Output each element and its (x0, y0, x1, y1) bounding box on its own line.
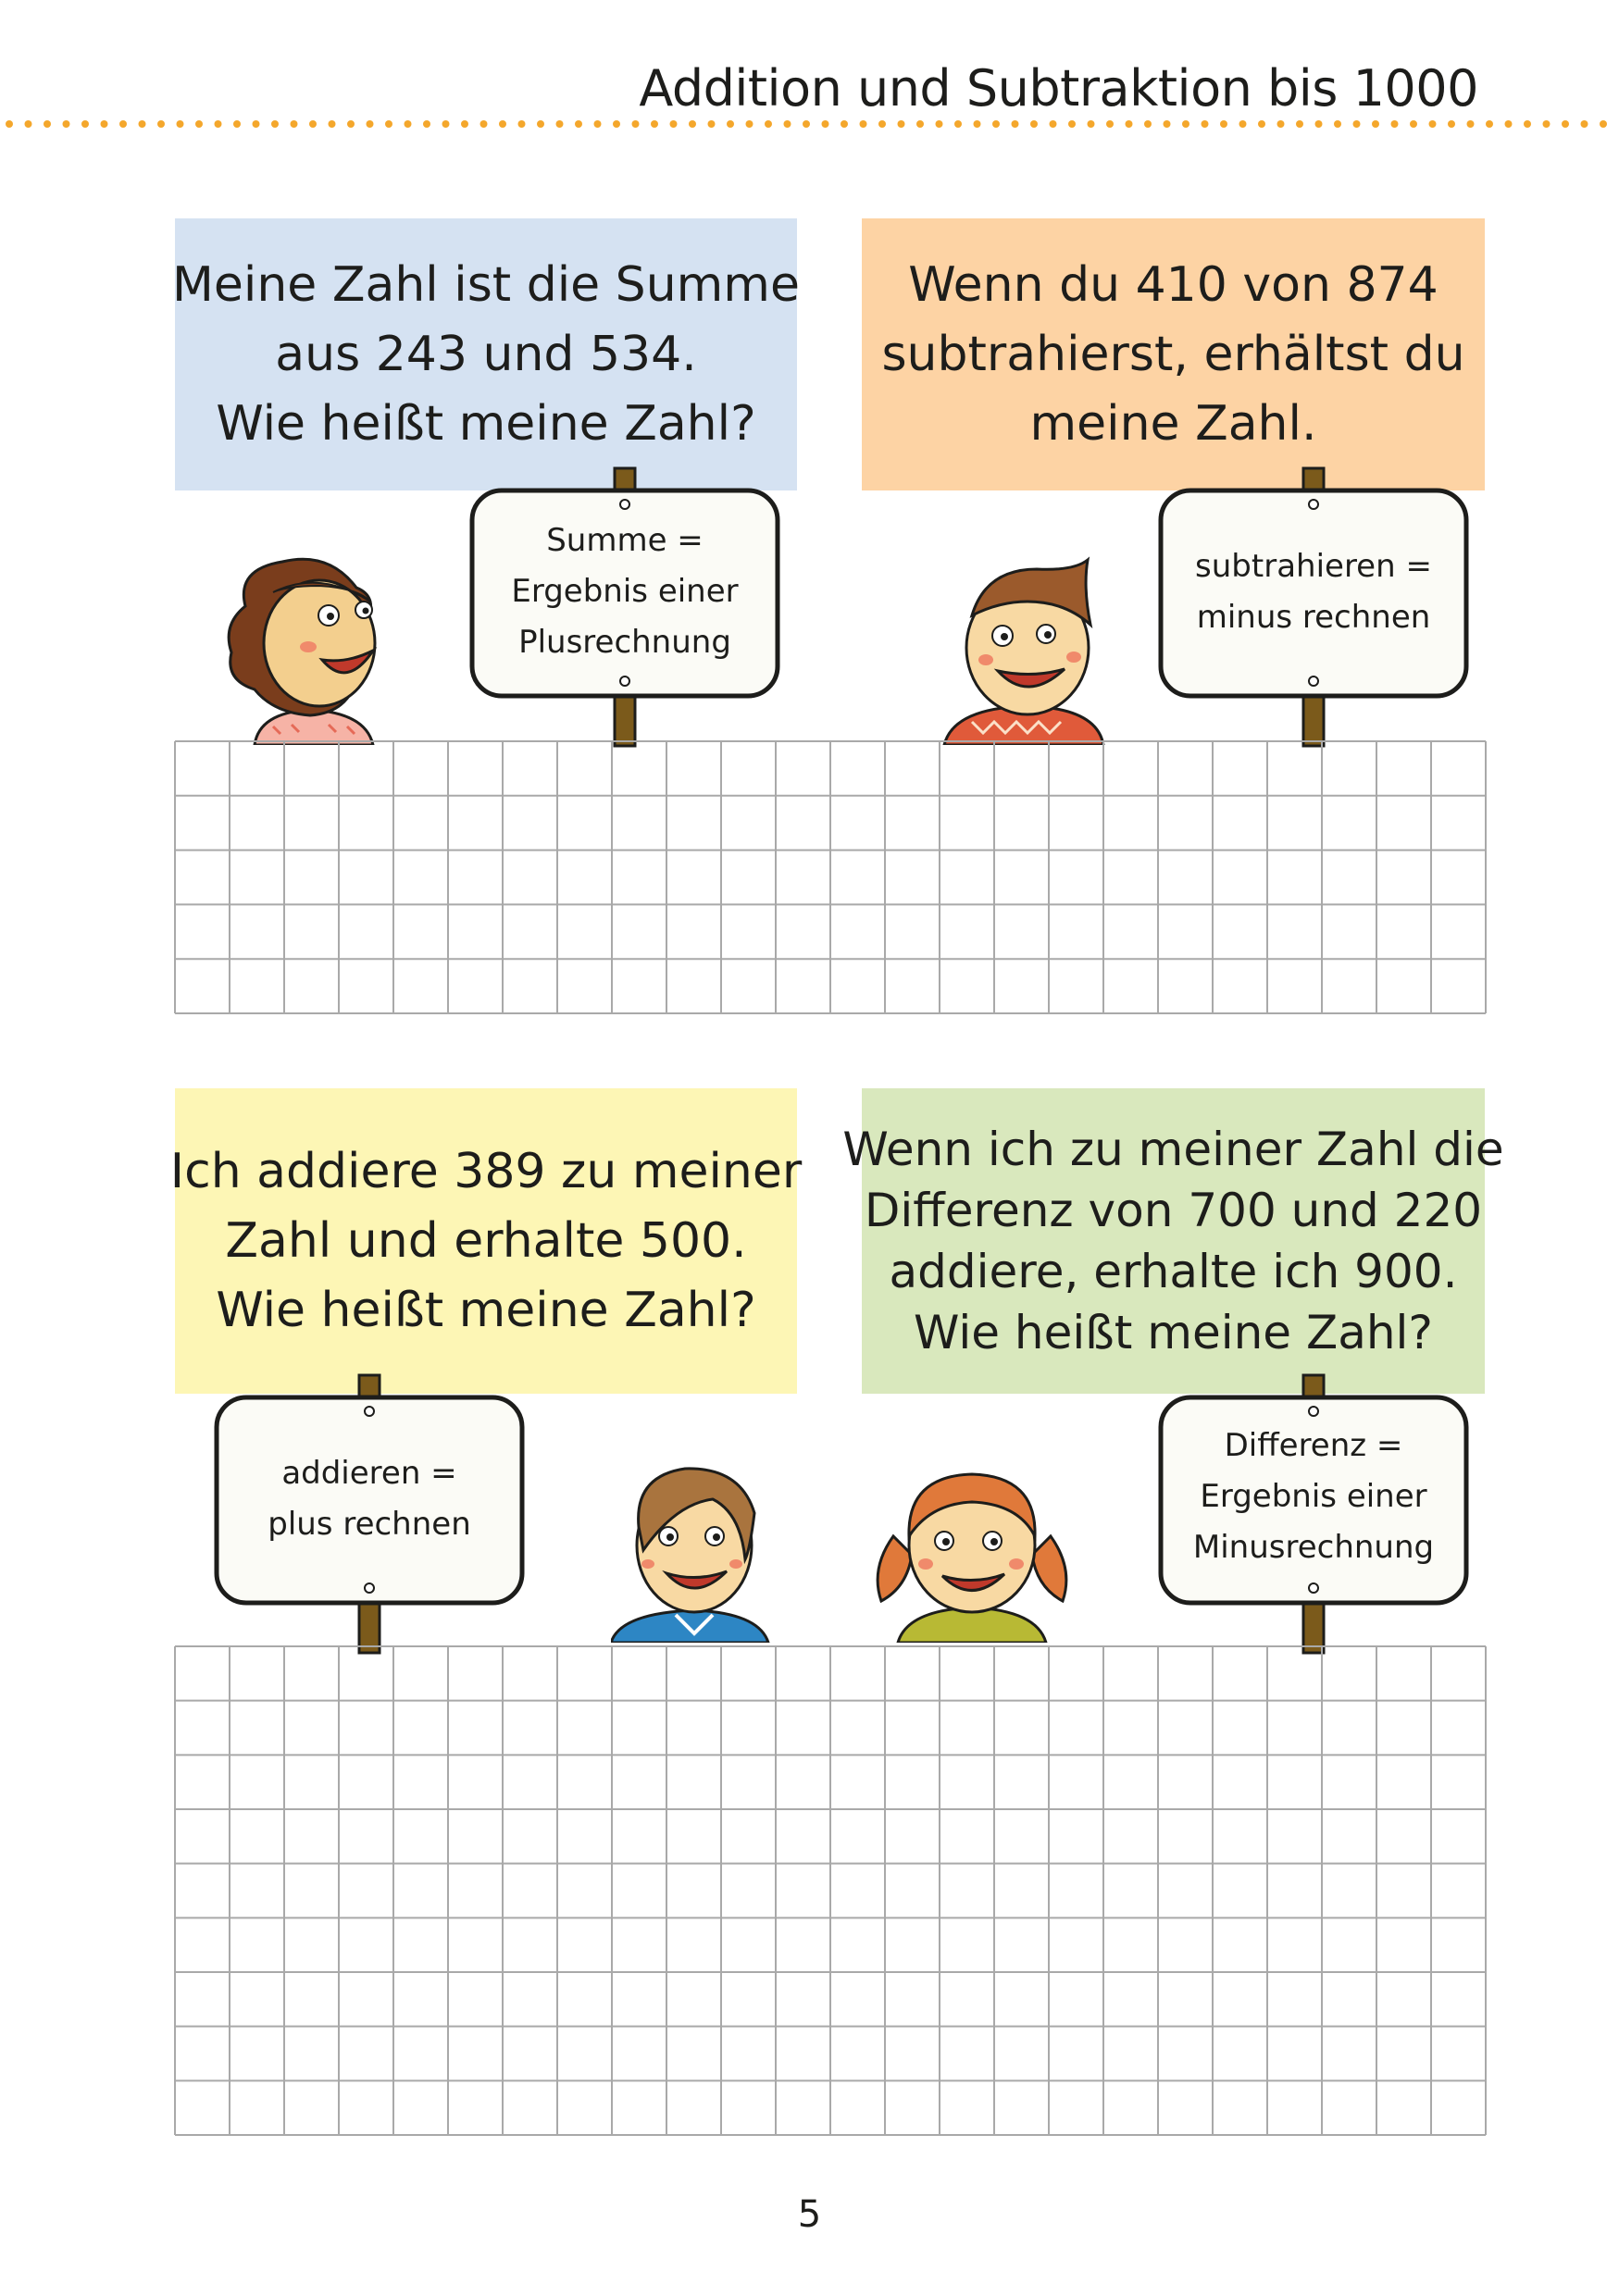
boy-blue-shirt-icon (611, 1448, 778, 1643)
task-3-line-2: Zahl und erhalte 500. (225, 1212, 747, 1269)
sign-4-line-3: Minusrechnung (1192, 1529, 1435, 1566)
answer-grid-top[interactable] (174, 740, 1487, 1014)
sign-3-line-1: addieren = (281, 1455, 457, 1492)
boy-brown-hair-red-shirt-icon (935, 551, 1120, 745)
girl-red-pigtails-icon (870, 1448, 1074, 1643)
sign-1-line-2: Ergebnis einer (511, 573, 739, 610)
task-3-line-1: Ich addiere 389 zu meiner (169, 1143, 803, 1199)
task-4-line-3: addiere, erhalte ich 900. (889, 1245, 1458, 1298)
sign-1-line-3: Plusrechnung (518, 624, 731, 661)
task-4-line-1: Wenn ich zu meiner Zahl die (842, 1123, 1504, 1176)
dotted-divider (0, 118, 1619, 130)
task-1-line-3: Wie heißt meine Zahl? (216, 395, 756, 452)
task-3-line-3: Wie heißt meine Zahl? (216, 1282, 756, 1338)
task-2-box (862, 218, 1485, 490)
task-2-line-3: meine Zahl. (1029, 395, 1317, 452)
sign-2-text (1161, 541, 1466, 643)
task-2-line-1: Wenn du 410 von 874 (908, 256, 1438, 313)
sign-2-line-2: minus rechnen (1196, 599, 1431, 636)
sign-4-line-1: Differenz = (1224, 1427, 1403, 1464)
task-4-box (842, 1088, 1504, 1394)
task-1-line-1: Meine Zahl ist die Summe (172, 256, 800, 313)
answer-grid-bottom[interactable] (174, 1645, 1487, 2136)
task-4-line-2: Differenz von 700 und 220 (864, 1184, 1483, 1237)
task-1-line-2: aus 243 und 534. (275, 326, 697, 382)
task-3-box (169, 1088, 803, 1394)
page-header-title: Addition und Subtraktion bis 1000 (639, 59, 1478, 118)
sign-1-line-1: Summe = (546, 522, 704, 559)
task-1-box (172, 218, 800, 490)
girl-brown-curly-hair-icon (218, 551, 403, 745)
page-number: 5 (797, 2193, 822, 2236)
sign-2-line-1: subtrahieren = (1195, 548, 1432, 585)
task-2-line-2: subtrahierst, erhältst du (881, 326, 1465, 382)
sign-3-text (217, 1448, 522, 1550)
sign-3-line-2: plus rechnen (268, 1506, 471, 1543)
sign-4-text (1161, 1421, 1466, 1573)
task-4-line-4: Wie heißt meine Zahl? (914, 1306, 1433, 1359)
sign-4-line-2: Ergebnis einer (1200, 1478, 1427, 1515)
sign-1-text (472, 515, 778, 668)
